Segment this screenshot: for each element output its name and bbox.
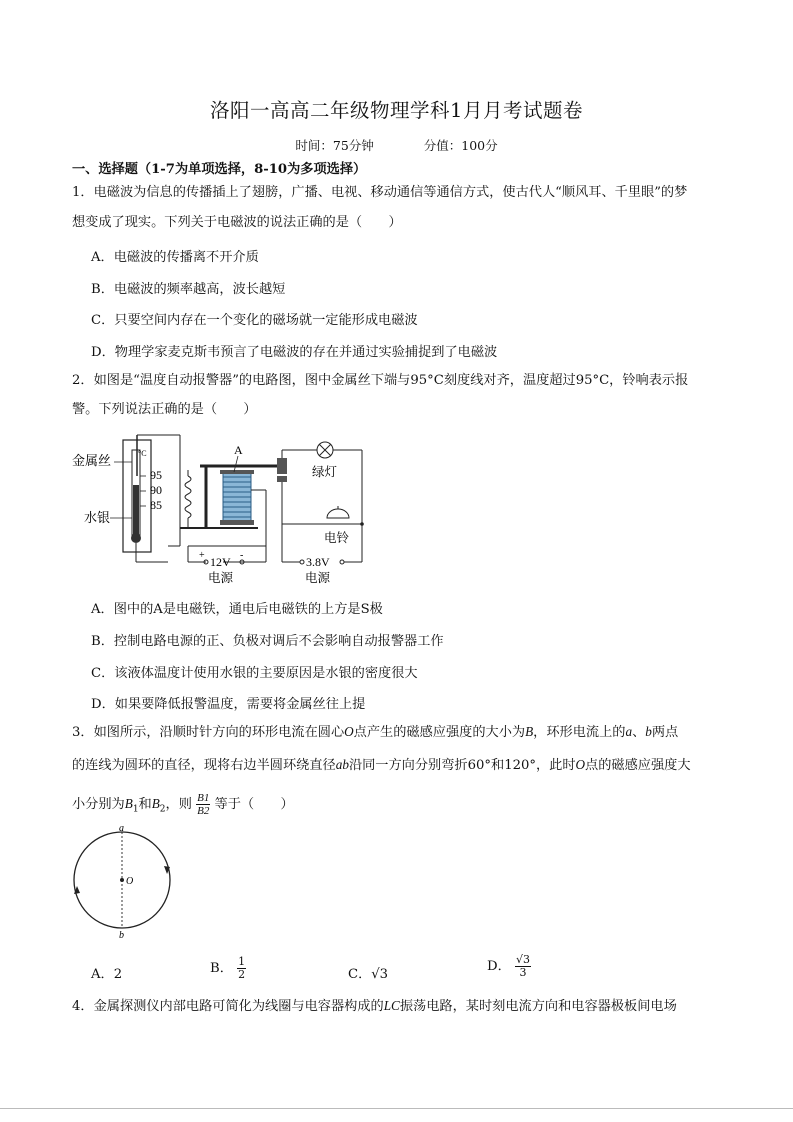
q4-text: 4．金属探测仪内部电路可简化为线圈与电容器构成的: [72, 999, 384, 1014]
q3-text: 3．如图所示，沿顺时针方向的环形电流在圆心: [72, 725, 345, 740]
q4-stem-line1: [72, 996, 677, 1017]
bell-label: 电铃: [324, 530, 350, 545]
q3-text: 小分别为: [72, 797, 125, 812]
spring: [185, 476, 191, 518]
option-value: √3: [371, 967, 389, 982]
q3-var-B1: B: [124, 796, 133, 811]
q3-option-d: [487, 954, 531, 979]
q2-option-c: C．该液体温度计使用水银的主要原因是水银的密度很大: [91, 666, 418, 681]
q2-option-a: A．图中的A是电磁铁，通电后电磁铁的上方是S极: [91, 602, 383, 617]
exam-time: 时间：75分钟: [295, 138, 374, 153]
q3-option-a: [91, 963, 122, 982]
q2-stem-line2: 警。下列说法正确的是（ ）: [72, 402, 257, 417]
lamp-label: 绿灯: [312, 464, 338, 479]
q3-fraction: [196, 792, 210, 817]
mercury-column: [133, 485, 139, 537]
q3-var-B: B: [525, 724, 534, 739]
q2-stem-line1: 2．如图是“温度自动报警器”的电路图，图中金属丝下端与95°C刻度线对齐，温度超过95°C，铃响表示报: [72, 373, 689, 388]
page-bottom-rule: [0, 1108, 793, 1109]
mercury-label: 水银: [84, 511, 111, 526]
q3-var-ab: ab: [335, 757, 349, 772]
q3-text: 两点: [651, 725, 679, 740]
exam-meta: [0, 136, 793, 154]
frac-den: 3: [519, 966, 527, 979]
q3-text: 点产生的磁感应强度的大小为: [353, 725, 526, 740]
scale-unit: °C: [138, 449, 147, 458]
option-fraction: [237, 956, 246, 981]
q4-text: 振荡电路，某时刻电流方向和电容器极板间电场: [399, 999, 677, 1014]
q3-frac-den: B2: [197, 805, 210, 817]
q3-text: 和: [491, 758, 505, 773]
q1-stem-line1: 1．电磁波为信息的传播插上了翅膀，广播、电视、移动通信等通信方式，使古代人“顺风耳、千里眼”的梦: [72, 185, 688, 200]
scale-95: 95: [150, 468, 162, 482]
frac-num: √3: [515, 953, 530, 966]
q3-text: 的连线为圆环的直径，现将右边半圆环绕直径: [72, 758, 336, 773]
q3-text: 、: [632, 725, 646, 740]
q3-text: ，环形电流上的: [533, 725, 626, 740]
source2-terminal: [340, 560, 344, 564]
point-O: O: [126, 876, 134, 887]
source1-voltage: 12V: [210, 555, 231, 569]
q1-option-d: D．物理学家麦克斯韦预言了电磁波的存在并通过实验捕捉到了电磁波: [91, 345, 498, 360]
q3-var-B2: B: [151, 796, 160, 811]
q3-var-O: O: [575, 757, 586, 772]
scale-85: 85: [150, 498, 162, 512]
frac-num: 1: [238, 955, 246, 968]
core-bottom: [220, 520, 254, 525]
scale-90: 90: [150, 483, 162, 497]
q2-option-b: B．控制电路电源的正、负极对调后不会影响自动报警器工作: [91, 634, 444, 649]
frac-den: 2: [238, 968, 246, 981]
q3-text: 沿同一方向分别弯折: [348, 758, 468, 773]
q3-text: 等于（ ）: [214, 797, 294, 812]
core-top: [220, 470, 254, 474]
q3-var-O: O: [344, 724, 354, 739]
alarm-circuit-figure: [68, 430, 378, 590]
source1-plus: +: [199, 550, 205, 561]
wire-label: 金属丝: [72, 454, 112, 469]
q3-stem-line1: [72, 722, 678, 743]
q3-var-b: b: [645, 724, 652, 739]
source1-minus: -: [240, 550, 244, 561]
option-letter: C．: [348, 967, 372, 982]
point-b: b: [119, 930, 124, 941]
ring-figure: [66, 822, 176, 942]
q3-angle-120: 120°: [504, 758, 536, 773]
exam-score: 分值：100分: [423, 138, 498, 153]
q3-option-b: [210, 956, 246, 981]
q3-text: 和: [138, 797, 152, 812]
source1-label: 电源: [208, 570, 234, 585]
bell: [327, 509, 349, 518]
source2-voltage: 3.8V: [306, 555, 330, 569]
q3-stem-line2: [72, 755, 691, 776]
junction-dot: [360, 522, 364, 526]
section-heading: 一、选择题（1-7为单项选择，8-10为多项选择）: [72, 162, 367, 177]
magnet-label-leader: [234, 456, 238, 472]
q3-angle-60: 60°: [467, 758, 491, 773]
contact-block: [277, 458, 287, 474]
source2-label: 电源: [305, 570, 331, 585]
q1-stem-line2: 想变成了现实。下列关于电磁波的说法正确的是（ ）: [72, 215, 402, 230]
q3-sub-2: 2: [159, 804, 166, 815]
q3-text: ，此时: [535, 758, 576, 773]
q2-option-d: D．如果要降低报警温度，需要将金属丝往上提: [91, 697, 366, 712]
q3-var-a: a: [625, 724, 633, 739]
q3-frac-num: B1: [197, 792, 210, 804]
q3-text: 点的磁感应强度大: [585, 758, 691, 773]
option-letter: B．: [210, 961, 233, 976]
q1-option-b: B．电磁波的频率越高，波长越短: [91, 282, 286, 297]
center-point: [120, 878, 124, 882]
option-fraction: [515, 954, 531, 979]
contact-lower: [277, 476, 287, 482]
magnet-label: A: [234, 443, 243, 457]
source2-terminal: [300, 560, 304, 564]
thermometer-bulb: [131, 533, 141, 543]
q3-option-c: [348, 963, 388, 982]
page-title: 洛阳一高高二年级物理学科1月月考试题卷: [210, 99, 583, 122]
q3-sub-1: 1: [132, 804, 139, 815]
q1-option-c: C．只要空间内存在一个变化的磁场就一定能形成电磁波: [91, 313, 418, 328]
q1-option-a: A．电磁波的传播离不开介质: [91, 250, 259, 265]
option-letter: A．: [91, 967, 114, 982]
option-value: 2: [113, 967, 123, 982]
q4-var-LC: LC: [383, 998, 400, 1013]
option-letter: D．: [487, 959, 511, 974]
q3-stem-line3: [72, 790, 294, 824]
point-a: a: [119, 823, 124, 834]
q3-text: ，则: [165, 797, 192, 812]
